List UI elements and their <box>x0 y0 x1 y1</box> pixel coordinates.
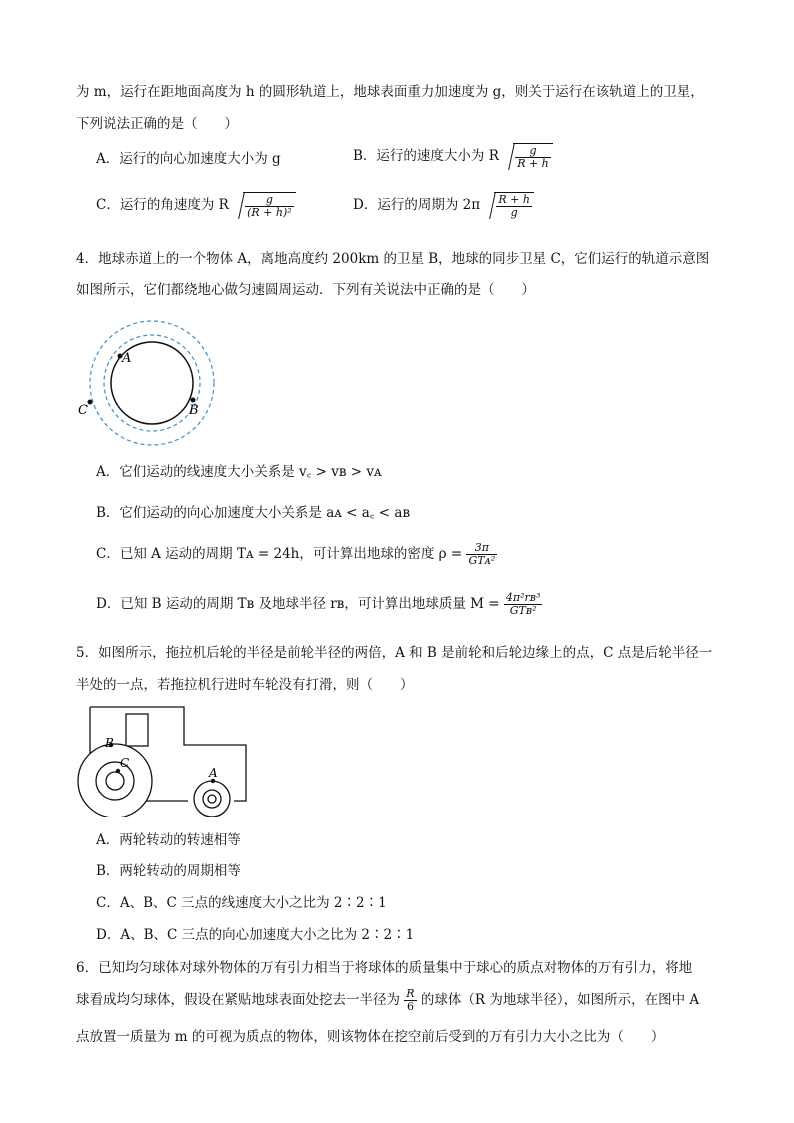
rear-wheel <box>78 744 152 817</box>
q4-stem-line2: 如图所示，它们都绕地心做匀速圆周运动．下列有关说法中正确的是（ ） <box>76 282 535 298</box>
q5-option-c: C．A、B、C 三点的线速度大小之比为 2∶2∶1 <box>96 895 387 911</box>
label-a: A <box>209 766 218 780</box>
q3-option-d: D．运行的周期为 2π $\frac{R + h}{g}$ <box>353 192 534 219</box>
q4-option-b: B．它们运动的向心加速度大小关系是 aᴀ < a꜀ < aʙ <box>96 505 411 521</box>
orbit-b <box>104 335 200 431</box>
q3-stem-line2: 下列说法正确的是（ ） <box>76 116 238 132</box>
point-b-dot <box>191 398 196 403</box>
point-c-dot <box>88 400 93 405</box>
q6-stem-line3: 点放置一质量为 m 的可视为质点的物体，则该物体在挖空前后受到的万有引力大小之比为（ ） <box>76 1029 665 1045</box>
label-c: C <box>78 403 88 418</box>
q4-option-c: C．已知 A 运动的周期 Tᴀ = 24h，可计算出地球的密度 ρ = $\frac{3\pi}{\text{GTᴀ²}}$ <box>96 541 496 568</box>
q3-option-b: B．运行的速度大小为 R $\frac{g}{R + h}$ <box>353 143 553 170</box>
tractor-window <box>126 714 148 746</box>
orbit-c <box>90 321 214 445</box>
front-wheel <box>194 781 230 817</box>
q5-option-a: A．两轮转动的转速相等 <box>96 832 241 848</box>
q4-stem-line1: 4．地球赤道上的一个物体 A，离地高度约 200km 的卫星 B，地球的同步卫星 C，它们运行的轨道示意图 <box>76 251 710 267</box>
q5-stem-line1: 5．如图所示，拖拉机后轮的半径是前轮半径的两倍，A 和 B 是前轮和后轮边缘上的点，C 点是后轮半径一 <box>76 645 713 661</box>
q5-option-d: D．A、B、C 三点的向心加速度大小之比为 2∶2∶1 <box>96 927 415 943</box>
q3-stem-line1: 为 m，运行在距地面高度为 h 的圆形轨道上，地球表面重力加速度为 g，则关于运行在该轨道上的卫星， <box>76 84 704 100</box>
q4-option-a: A．它们运动的线速度大小关系是 v꜀ > vʙ > vᴀ <box>96 464 382 480</box>
q3-option-c: C．运行的角速度为 R $\frac{g}{\text{(R + h)²}}$ <box>96 192 296 219</box>
q6-stem-line1: 6．已知均匀球体对球外物体的万有引力相当于将球体的质量集中于球心的质点对物体的万有引力，将地 <box>76 960 693 976</box>
q3-option-a: A．运行的向心加速度大小为 g <box>96 151 281 167</box>
q5-stem-line2: 半处的一点，若拖拉机行进时车轮没有打滑，则（ ） <box>76 677 414 693</box>
q6-stem-line2: 球看成均匀球体，假设在紧贴地球表面处挖去一半径为 $\frac{R}{6}$ 的球体（R 为地球半径），如图所示，在图中 A <box>76 987 700 1014</box>
label-c: C <box>120 756 130 770</box>
tractor-diagram <box>74 705 250 817</box>
q4-option-d: D．已知 B 运动的周期 Tʙ 及地球半径 rʙ，可计算出地球质量 M = $\frac{\text{4π²rʙ³}}{\text{GTʙ²}}$ <box>96 591 541 618</box>
q5-option-b: B．两轮转动的周期相等 <box>96 863 241 879</box>
label-a: A <box>122 351 132 366</box>
orbit-diagram <box>76 318 226 448</box>
label-b: B <box>189 403 199 418</box>
label-b: B <box>105 736 114 750</box>
